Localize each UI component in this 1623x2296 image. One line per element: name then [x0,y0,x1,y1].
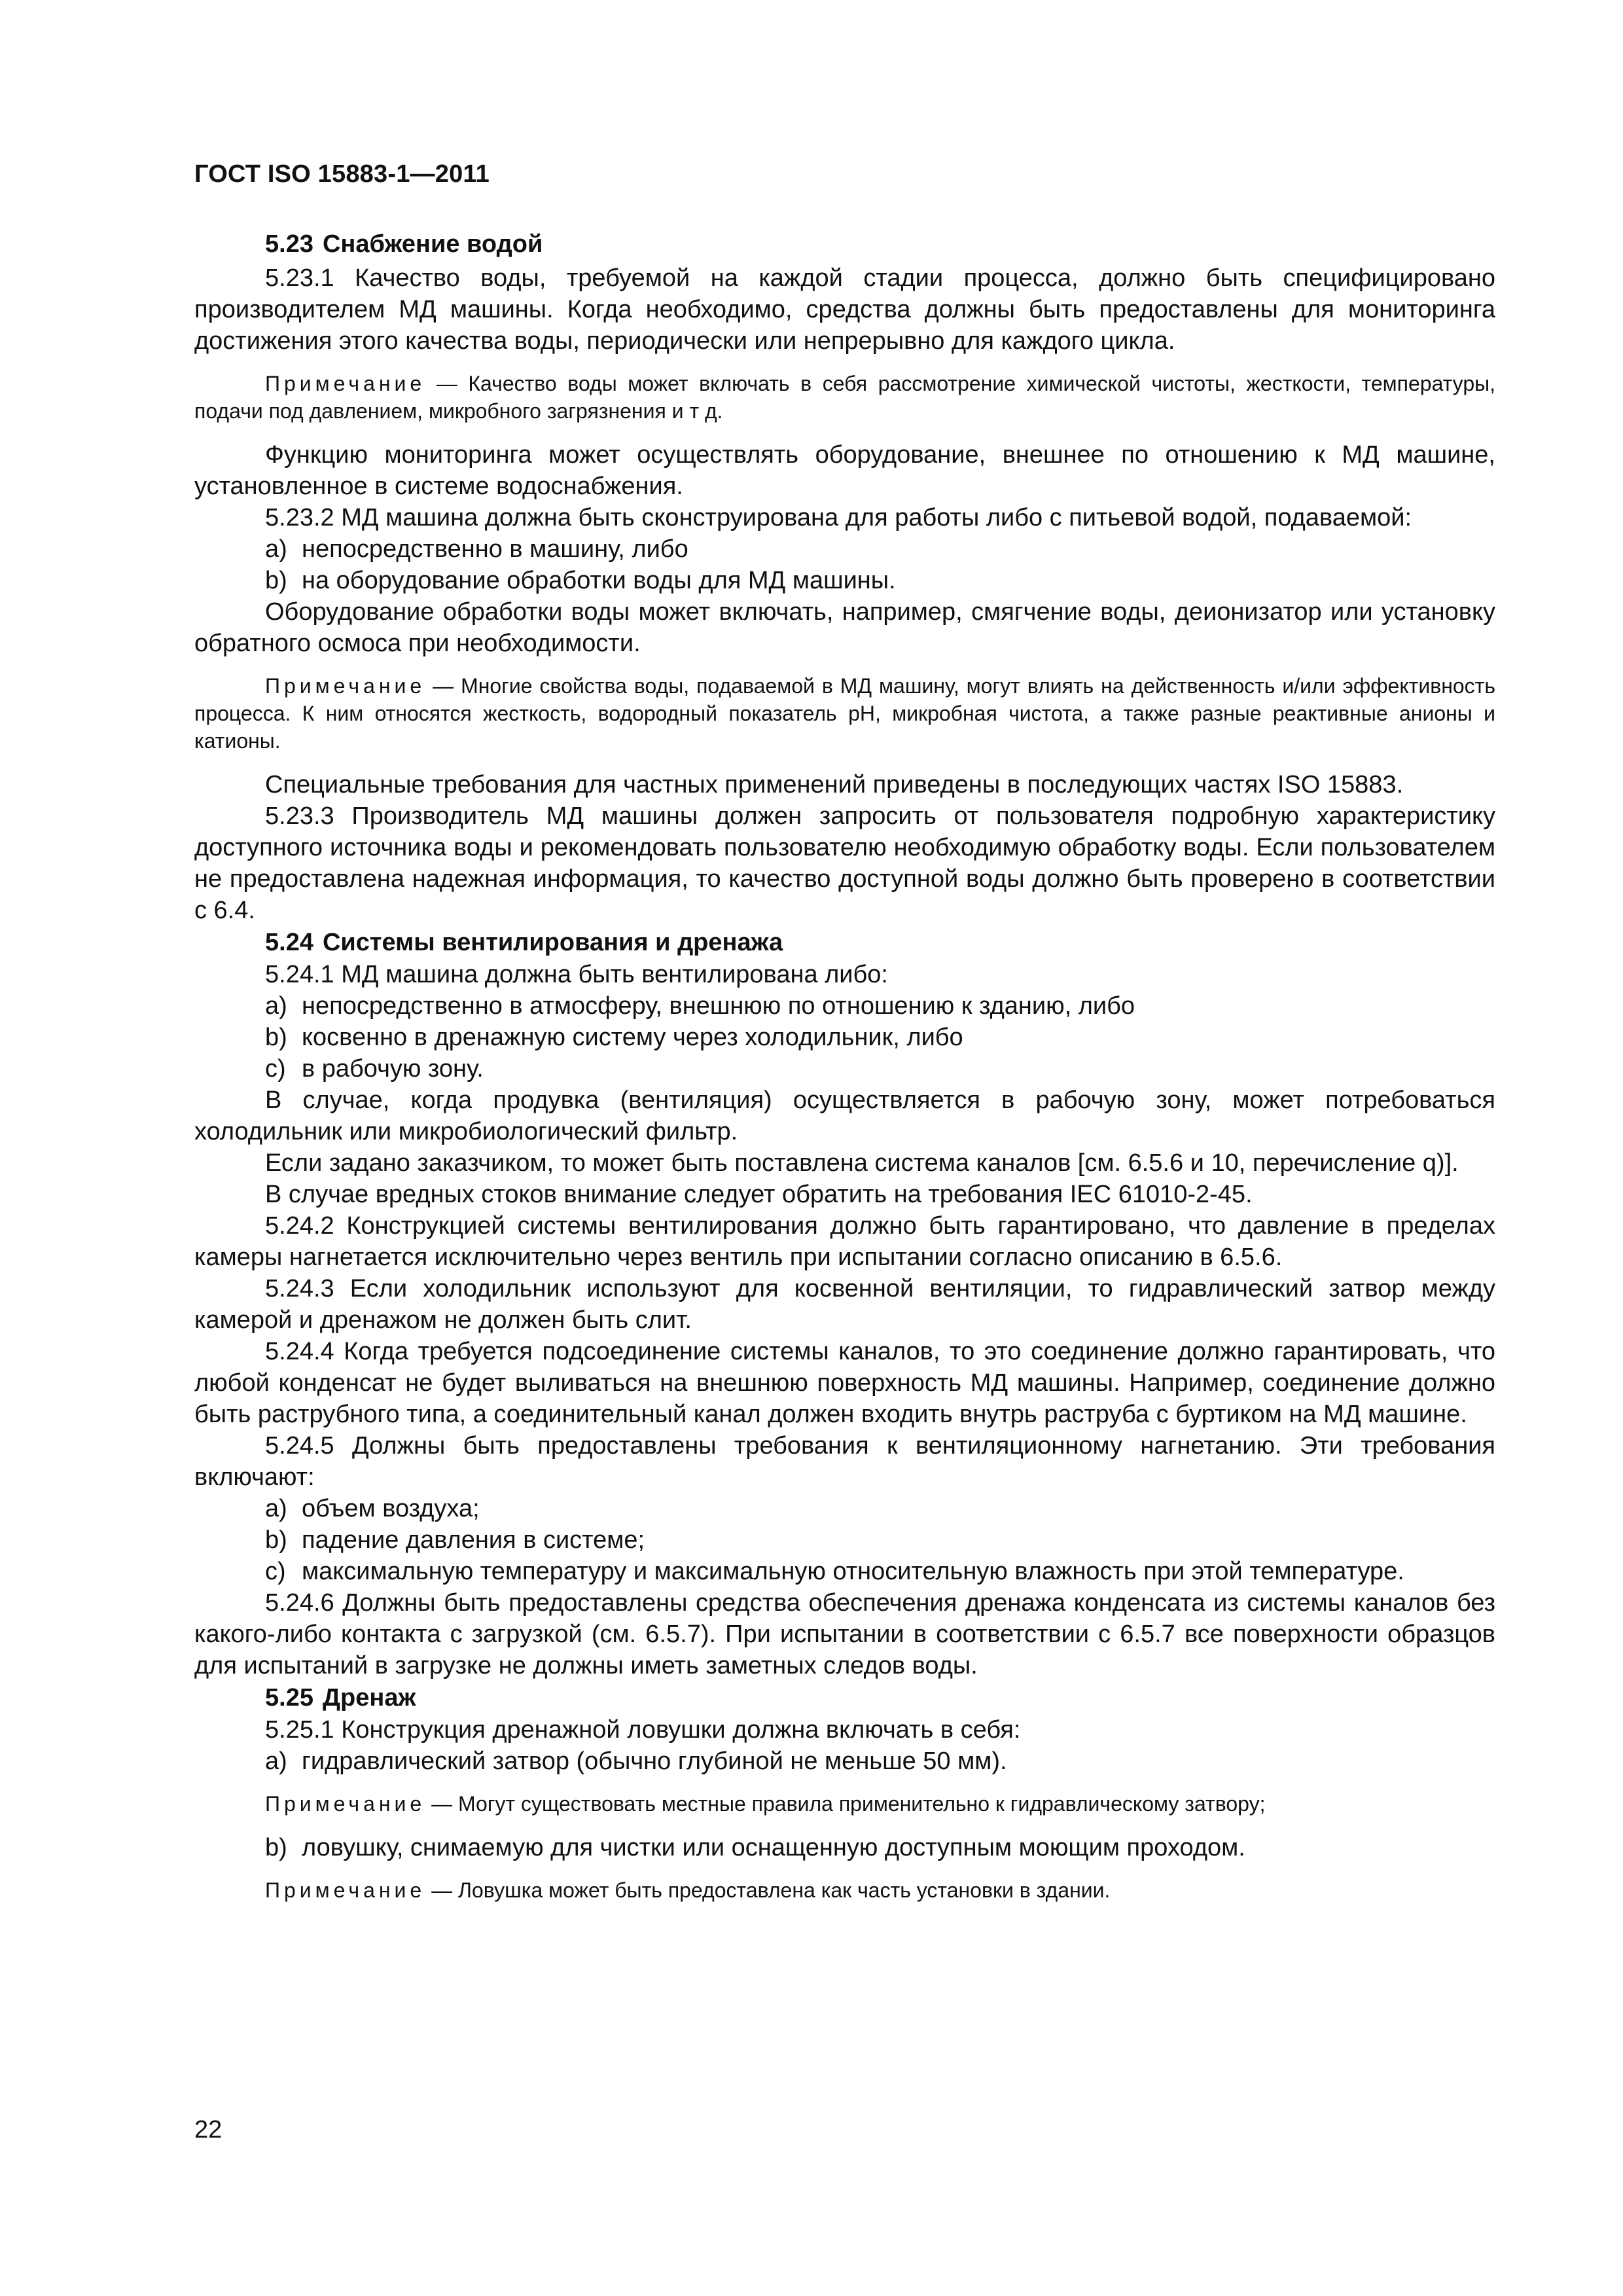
paragraph-5-24-1: 5.24.1 МД машина должна быть вентилирована либо: [265,961,888,988]
list-marker: c) [265,1055,286,1083]
list-item [194,1022,1495,1053]
paragraph-5-24-3: 5.24.3 Если холодильник используют для косвенной вентиляции, то гидравлический затвор между камерой и дренажом не должен быть слит. [194,1275,1495,1334]
list-item-text: непосредственно в атмосферу, внешнюю по отношению к зданию, либо [302,992,1135,1020]
note-local-rules [194,1790,1495,1818]
section-heading-5-25 [194,1681,1495,1714]
list-item [194,1556,1495,1587]
note-water-quality [194,370,1495,425]
section-number: 5.23 [265,230,313,258]
list-item [194,990,1495,1022]
section-title: Дренаж [322,1684,416,1712]
paragraph-5-23-1: 5.23.1 Качество воды, требуемой на каждой стадии процесса, должно быть специфицировано производителем МД машины. Когда необходимо, средства должны быть предоставлены для мониторинга достижения этого качества воды, периодически или непрерывно для каждого цикла. [194,264,1495,355]
note-building-installation [194,1876,1495,1904]
paragraph-monitoring: Функцию мониторинга может осуществлять оборудование, внешнее по отношению к МД машине, установленное в системе водоснабжения. [194,441,1495,500]
paragraph-5-24-6: 5.24.6 Должны быть предоставлены средства обеспечения дренажа конденсата из системы каналов без какого-либо контакта с загрузкой (см. 6.5.7). При испытании в соответствии с 6.5.7 все поверхности образцов для испытаний в загрузке не должны иметь заметных следов воды. [194,1589,1495,1679]
paragraph-harmful-effluent: В случае вредных стоков внимание следует обратить на требования IEC 61010-2-45. [265,1181,1253,1208]
note-text: — Многие свойства воды, подаваемой в МД машину, могут влиять на действенность и/или эффективность процесса. К ним относятся жесткость, водородный показатель pH, микробная чистота, а также разные реактивные анионы и катионы. [194,674,1495,753]
list-marker: a) [265,1495,287,1522]
note-text: — Качество воды может включать в себя рассмотрение химической чистоты, жесткости, температуры, подачи под давлением, микробного загрязнения и т д. [194,372,1495,423]
list-item-text: непосредственно в машину, либо [302,535,688,563]
list-item [194,1746,1495,1777]
paragraph-customer: Если задано заказчиком, то может быть поставлена система каналов [см. 6.5.6 и 10, перечисление q)]. [265,1149,1459,1177]
paragraph-5-23-2: 5.23.2 МД машина должна быть сконструирована для работы либо с питьевой водой, подаваемой: [265,504,1412,531]
list-item-text: гидравлический затвор (обычно глубиной не меньше 50 мм). [302,1748,1007,1775]
list-item-text: падение давления в системе; [302,1526,645,1554]
list-marker: a) [265,1748,287,1775]
paragraph-5-24-2: 5.24.2 Конструкцией системы вентилирования должно быть гарантировано, что давление в пределах камеры нагнетается исключительно через вентиль при испытании согласно описанию в 6.5.6. [194,1212,1495,1271]
list-marker: b) [265,1024,287,1051]
page-number: 22 [194,2116,223,2144]
list-item-text: ловушку, снимаемую для чистки или оснащенную доступным моющим проходом. [302,1834,1245,1861]
note-text: — Могут существовать местные правила применительно к гидравлическому затвору; [425,1792,1266,1816]
list-item [194,1053,1495,1085]
note-label: Примечание [265,372,426,395]
document-body [194,226,1495,1904]
paragraph-purge: В случае, когда продувка (вентиляция) осуществляется в рабочую зону, может потребоваться холодильник или микробиологический фильтр. [194,1086,1495,1145]
paragraph-5-23-3: 5.23.3 Производитель МД машины должен запросить от пользователя подробную характеристику доступного источника воды и рекомендовать пользователю необходимую обработку воды. Если пользователем не предоставлена надежная информация, то качество доступной воды должно быть проверено в соответствии с 6.4. [194,802,1495,924]
note-text: — Ловушка может быть предоставлена как часть установки в здании. [425,1878,1111,1902]
paragraph-water-treatment: Оборудование обработки воды может включать, например, смягчение воды, деионизатор или установку обратного осмоса при необходимости. [194,598,1495,657]
paragraph-special-requirements: Специальные требования для частных применений приведены в последующих частях ISO 15883. [265,771,1404,798]
section-title: Снабжение водой [322,230,543,258]
list-marker: b) [265,1834,287,1861]
list-marker: b) [265,567,287,594]
section-number: 5.25 [265,1684,313,1712]
list-item-text: косвенно в дренажную систему через холодильник, либо [302,1024,963,1051]
paragraph-5-25-1: 5.25.1 Конструкция дренажной ловушки должна включать в себя: [265,1716,1021,1744]
section-number: 5.24 [265,929,313,956]
list-marker: a) [265,535,287,563]
list-item-text: на оборудование обработки воды для МД машины. [302,567,896,594]
list-item [194,1493,1495,1524]
paragraph-5-24-4: 5.24.4 Когда требуется подсоединение системы каналов, то это соединение должно гарантировать, что любой конденсат не будет выливаться на внешнюю поверхность МД машины. Например, соединение должно быть раструбного типа, а соединительный канал должен входить внутрь раструба с буртиком на МД машине. [194,1338,1495,1428]
list-item-text: объем воздуха; [302,1495,480,1522]
paragraph-5-24-5: 5.24.5 Должны быть предоставлены требования к вентиляционному нагнетанию. Эти требования включают: [194,1432,1495,1491]
section-title: Системы вентилирования и дренажа [322,929,783,956]
list-marker: a) [265,992,287,1020]
list-item [194,1524,1495,1556]
list-item-text: в рабочую зону. [302,1055,484,1083]
section-heading-5-23 [194,226,1495,262]
note-label: Примечание [265,1792,426,1816]
list-item [194,533,1495,565]
section-heading-5-24 [194,926,1495,959]
list-item [194,1832,1495,1863]
note-label: Примечание [265,674,426,698]
list-item [194,565,1495,596]
note-water-properties [194,672,1495,755]
document-header: ГОСТ ISO 15883-1—2011 [194,160,490,188]
list-item-text: максимальную температуру и максимальную относительную влажность при этой температуре. [302,1558,1404,1585]
note-label: Примечание [265,1878,426,1902]
list-marker: b) [265,1526,287,1554]
list-marker: c) [265,1558,286,1585]
